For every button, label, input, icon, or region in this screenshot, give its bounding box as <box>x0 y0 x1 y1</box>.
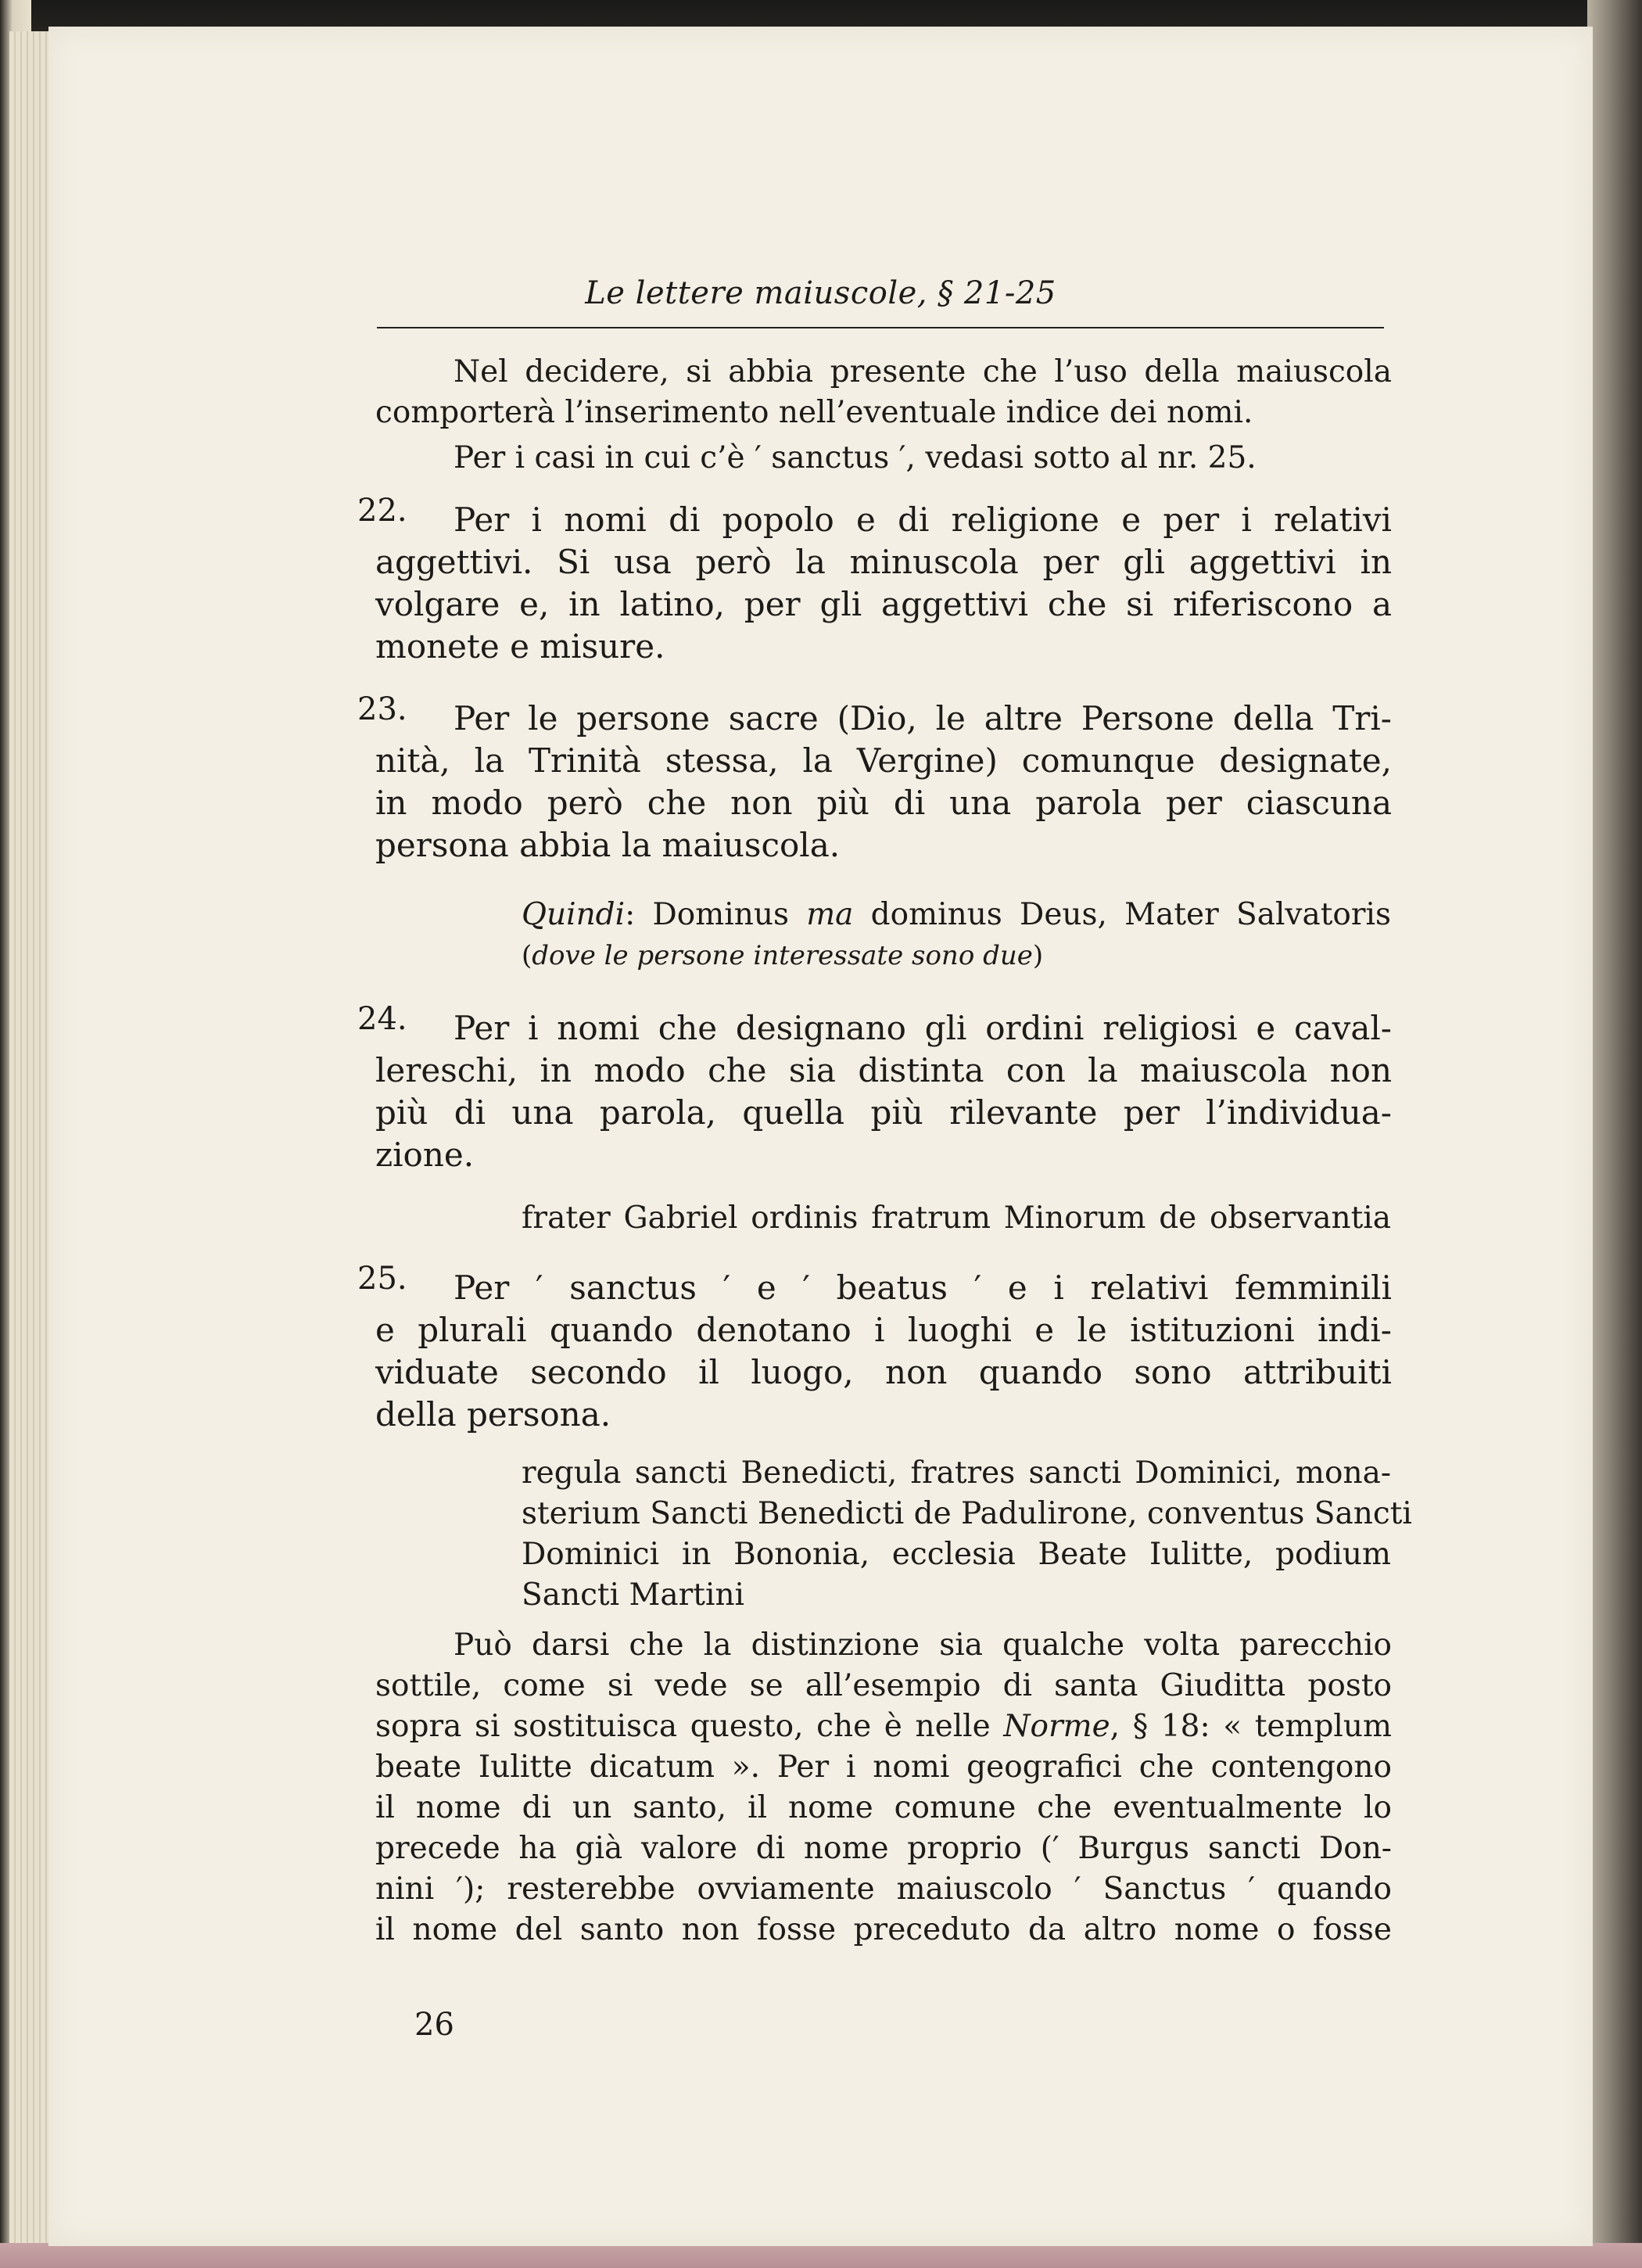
example-text: : Dominus <box>625 897 807 932</box>
text-line: aggettivi. Si usa però la minuscola per gli aggettivi in <box>375 543 1392 581</box>
italic-norme: Norme <box>1003 1709 1110 1744</box>
example-line: (dove le persone interessate sono due) <box>522 940 1044 971</box>
text-line: viduate secondo il luogo, non quando sono attribuiti <box>375 1353 1392 1391</box>
example-parenthetical: dove le persone interessate sono due <box>532 940 1033 971</box>
section-number: 23. <box>357 691 407 727</box>
intro-note <box>375 438 1392 479</box>
text-line: il nome di un santo, il nome comune che eventualmente lo <box>375 1790 1392 1825</box>
text-line: nità, la Trinità stessa, la Vergine) comunque designate, <box>375 741 1392 780</box>
book-page <box>48 27 1593 2246</box>
text-line: in modo però che non più di una parola per ciascuna <box>375 784 1392 822</box>
text-line: della persona. <box>375 1395 611 1434</box>
text-line: Può darsi che la distinzione sia qualche volta parecchio <box>454 1627 1392 1663</box>
text-line: Per le persone sacre (Dio, le altre Persone della Tri- <box>454 699 1392 737</box>
italic-ma: ma <box>806 897 854 932</box>
italic-quindi: Quindi <box>522 897 626 932</box>
page-number: 26 <box>414 2007 454 2043</box>
example-text: dominus Deus, Mater Salvatoris <box>853 897 1391 932</box>
text-line: nini ′); resterebbe ovviamente maiuscolo ′ Sanctus ′ quando <box>375 1871 1392 1907</box>
section-22-text <box>375 499 1392 668</box>
example-line: regula sancti Benedicti, fratres sancti Dominici, mona- <box>522 1455 1391 1491</box>
text-line: e plurali quando denotano i luoghi e le istituzioni indi- <box>375 1311 1392 1349</box>
closing-paragraph <box>375 1625 1392 1950</box>
text-segment: sopra si sostituisca questo, che è nelle <box>375 1709 1004 1744</box>
text-line: lereschi, in modo che sia distinta con la maiuscola non <box>375 1051 1392 1089</box>
text-line: volgare e, in latino, per gli aggettivi che si riferiscono a <box>375 585 1392 623</box>
text-line <box>375 1706 1392 1747</box>
scan-background-bottom <box>0 2243 1642 2268</box>
text-line: precede ha già valore di nome proprio (′ Burgus sancti Don- <box>375 1831 1392 1866</box>
running-head: Le lettere maiuscole, § 21-25 <box>585 275 1056 311</box>
section-23-example <box>522 895 1391 976</box>
text-line: comporterà l’inserimento nell’eventuale indice dei nomi. <box>375 395 1253 430</box>
book-gutter-right <box>1587 0 1642 2268</box>
text-line: beate Iulitte dicatum ». Per i nomi geografici che contengono <box>375 1749 1392 1785</box>
text-line: Per ′ sanctus ′ e ′ beatus ′ e i relativi femminili <box>454 1269 1392 1307</box>
text-line: monete e misure. <box>375 627 665 666</box>
intro-paragraph <box>375 352 1392 433</box>
example-line: Sancti Martini <box>522 1577 745 1613</box>
text-line: persona abbia la maiuscola. <box>375 826 841 864</box>
example-line: Dominici in Bononia, ecclesia Beate Iulitte, podium <box>522 1537 1391 1572</box>
text-line: Nel decidere, si abbia presente che l’uso della maiuscola <box>454 354 1392 389</box>
text-line: Per i nomi di popolo e di religione e per i relativi <box>454 501 1392 539</box>
section-24-text <box>375 1007 1392 1176</box>
section-24-example <box>522 1198 1391 1239</box>
text-segment: , § 18: « templum <box>1110 1709 1392 1744</box>
text-line: sottile, come si vede se all’esempio di santa Giuditta posto <box>375 1668 1392 1703</box>
running-head-rule <box>377 327 1384 328</box>
section-25-example <box>522 1453 1412 1616</box>
section-number: 22. <box>357 493 407 529</box>
section-number: 24. <box>357 1001 407 1037</box>
text-line: Per i casi in cui c’è ′ sanctus ′, vedasi sotto al nr. 25. <box>454 440 1257 475</box>
example-line: frater Gabriel ordinis fratrum Minorum de observantia <box>522 1200 1391 1236</box>
text-line: Per i nomi che designano gli ordini religiosi e caval- <box>454 1009 1392 1047</box>
section-23-text <box>375 698 1392 867</box>
example-line: sterium Sancti Benedicti de Padulirone, conventus Sancti <box>522 1496 1412 1531</box>
text-line: più di una parola, quella più rilevante per l’individua- <box>375 1093 1392 1132</box>
section-number: 25. <box>357 1261 407 1297</box>
example-line <box>522 895 1391 935</box>
text-line: zione. <box>375 1136 475 1174</box>
text-line: il nome del santo non fosse preceduto da altro nome o fosse <box>375 1912 1392 1947</box>
section-25-text <box>375 1267 1392 1436</box>
